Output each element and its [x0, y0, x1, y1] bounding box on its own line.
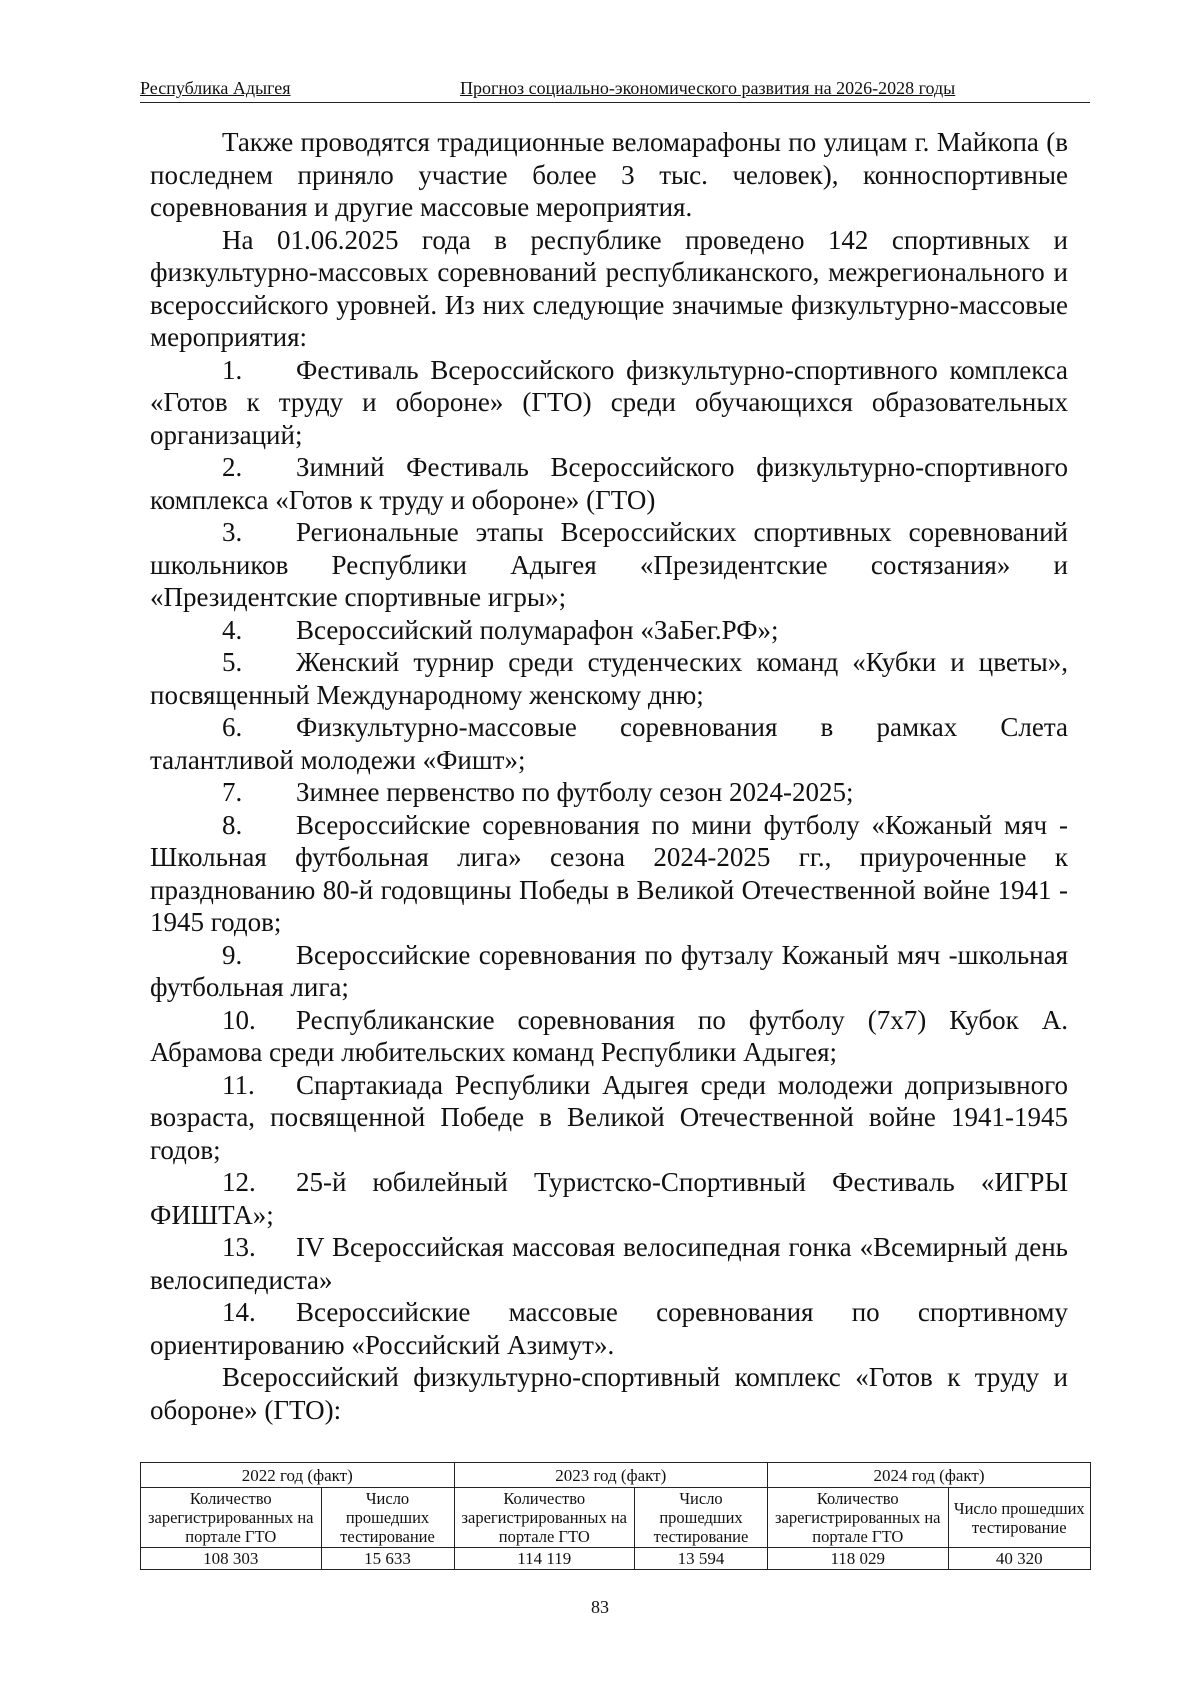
list-item-number: 5. — [222, 647, 243, 677]
cell-tested-2023: 13 594 — [635, 1548, 768, 1570]
table-header-row — [141, 1463, 1091, 1488]
list-item-number: 2. — [222, 452, 243, 482]
list-item — [150, 451, 1068, 516]
header-region: Республика Адыгея — [140, 78, 291, 98]
gto-paragraph: Всероссийский физкультурно-спортивный комплекс «Готов к труду и обороне» (ГТО): — [150, 1362, 1068, 1425]
intro-paragraph-1: Также проводятся традиционные веломарафоны по улицам г. Майкопа (в последнем приняло участие более 3 тыс. человек), конноспортивные соревнования и другие массовые мероприятия. — [150, 127, 1068, 222]
document-body — [150, 126, 1068, 1426]
page-number: 83 — [591, 1597, 609, 1617]
list-item — [150, 711, 1068, 776]
list-item — [150, 1296, 1068, 1361]
list-item-text: 25-й юбилейный Туристско-Спортивный Фестиваль «ИГРЫ ФИШТА»; — [150, 1167, 1068, 1230]
list-item-text: IV Всероссийская массовая велосипедная гонка «Всемирный день велосипедиста» — [150, 1232, 1068, 1295]
list-item — [150, 1166, 1068, 1231]
list-item — [150, 516, 1068, 614]
list-item-number: 7. — [222, 777, 243, 807]
list-item — [150, 1004, 1068, 1069]
list-item — [150, 1069, 1068, 1167]
list-item-text: Физкультурно-массовые соревнования в рамках Слета талантливой молодежи «Фишт»; — [150, 712, 1068, 775]
list-item-text: Всероссийские соревнования по футзалу Кожаный мяч -школьная футбольная лига; — [150, 939, 1068, 1002]
table-row — [141, 1548, 1091, 1570]
page-header — [140, 74, 1090, 103]
gto-table — [140, 1462, 1091, 1570]
list-item-text: Спартакиада Республики Адыгея среди молодежи допризывного возраста, посвященной Победе в Великой Отечественной войне 1941-1945 годов; — [150, 1069, 1068, 1165]
list-item-number: 14. — [222, 1297, 256, 1327]
list-item-number: 11. — [222, 1069, 255, 1100]
year-header-2024: 2024 год (факт) — [768, 1463, 1091, 1488]
list-item-text: Всероссийские массовые соревнования по спортивному ориентированию «Российский Азимут». — [150, 1297, 1068, 1360]
year-header-2023: 2023 год (факт) — [454, 1463, 768, 1488]
list-item-number: 8. — [222, 809, 243, 840]
list-item-number: 9. — [222, 939, 243, 970]
list-item-number: 3. — [222, 517, 243, 547]
list-item — [150, 646, 1068, 711]
list-item-text: Региональные этапы Всероссийских спортивных соревнований школьников Республики Адыгея «Президентские состязания» и «Президентские спортивные игры»; — [150, 517, 1068, 612]
header-title: Прогноз социально-экономического развития на 2026-2028 годы — [460, 78, 956, 98]
list-item-text: Всероссийский полумарафон «ЗаБег.РФ»; — [296, 614, 779, 645]
cell-tested-2022: 15 633 — [321, 1548, 454, 1570]
cell-registered-2023: 114 119 — [454, 1548, 635, 1570]
col-header-registered: Количество зарегистрированных на портале ГТО — [141, 1488, 322, 1548]
list-item-number: 6. — [222, 712, 243, 742]
list-item-number: 13. — [222, 1232, 256, 1262]
col-header-tested: Число прошедших тестирование — [635, 1488, 768, 1548]
cell-registered-2022: 108 303 — [141, 1548, 322, 1570]
list-item-text: Женский турнир среди студенческих команд «Кубки и цветы», посвященный Международному женскому дню; — [150, 647, 1068, 710]
list-item-text: Республиканские соревнования по футболу (7х7) Кубок А. Абрамова среди любительских команд Республики Адыгея; — [150, 1004, 1068, 1067]
list-item-number: 12. — [222, 1167, 256, 1197]
list-item — [150, 614, 1068, 647]
intro-paragraph-2: На 01.06.2025 года в республике проведено 142 спортивных и физкультурно-массовых соревнований республиканского, межрегионального и всероссийского уровней. Из них следующие значимые физкультурно-массовые мероприятия: — [150, 224, 1068, 352]
list-item — [150, 354, 1068, 452]
list-item — [150, 1231, 1068, 1296]
list-item-text: Зимнее первенство по футболу сезон 2024-2025; — [296, 777, 854, 807]
cell-tested-2024: 40 320 — [948, 1548, 1091, 1570]
col-header-registered: Количество зарегистрированных на портале ГТО — [454, 1488, 635, 1548]
col-header-registered: Количество зарегистрированных на портале ГТО — [768, 1488, 949, 1548]
year-header-2022: 2022 год (факт) — [141, 1463, 455, 1488]
list-item-number: 10. — [222, 1004, 256, 1035]
list-item-text: Фестиваль Всероссийского физкультурно-спортивного комплекса «Готов к труду и обороне» (ГТО) среди обучающихся образовательных организаций; — [150, 354, 1068, 450]
cell-registered-2024: 118 029 — [768, 1548, 949, 1570]
list-item-text: Зимний Фестиваль Всероссийского физкультурно-спортивного комплекса «Готов к труду и обороне» (ГТО) — [150, 452, 1068, 515]
list-item — [150, 809, 1068, 939]
table-subheader-row — [141, 1488, 1091, 1548]
list-item-number: 1. — [222, 354, 243, 385]
list-item-number: 4. — [222, 614, 243, 645]
col-header-tested: Число прошедших тестирование — [321, 1488, 454, 1548]
list-item — [150, 939, 1068, 1004]
list-item — [150, 776, 1068, 809]
list-item-text: Всероссийские соревнования по мини футболу «Кожаный мяч - Школьная футбольная лига» сезона 2024-2025 гг., приуроченные к празднованию 80-й годовщины Победы в Великой Отечественной войне 1941 - 1945 годов; — [150, 809, 1068, 937]
col-header-tested: Число прошедших тестирование — [948, 1488, 1091, 1548]
